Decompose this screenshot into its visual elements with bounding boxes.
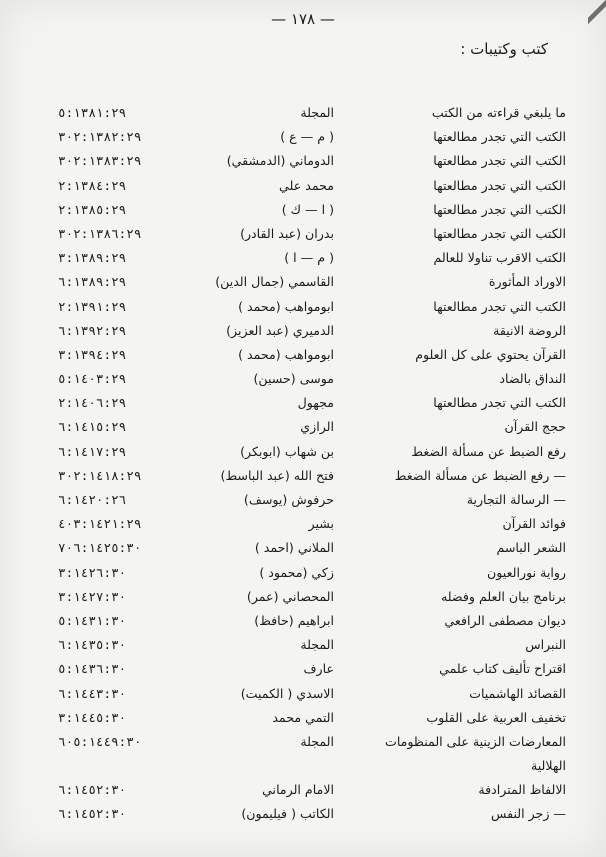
entry-reference: ٣:١٣٨٩:٢٩	[58, 250, 127, 266]
entry-row	[0, 513, 606, 537]
entry-author: الدميري (عبد العزيز)	[226, 322, 334, 338]
page-number: — ١٧٨ —	[271, 10, 335, 28]
entry-title: تخفيف العربية على القلوب	[426, 709, 566, 725]
entry-row	[0, 126, 606, 150]
entry-title: الهلالية	[530, 758, 566, 774]
entry-reference: ٥:١٣٨١:٢٩	[58, 105, 127, 120]
entry-reference: ٢:١٣٩١:٢٩	[58, 298, 127, 314]
section-heading: كتب وكتيبات :	[460, 40, 548, 58]
entry-row	[0, 392, 606, 416]
entry-reference: ٦:١٣٩٢:٢٩	[58, 322, 127, 338]
entry-author: محمد علي	[279, 177, 334, 193]
entry-title: رواية نورالعيون	[487, 564, 566, 580]
entry-title: النبراس	[525, 637, 566, 653]
entry-reference: ٣٠٢:١٣٨٦:٢٩	[58, 225, 142, 241]
entry-reference: ٣:١٤٤٥:٣٠	[58, 709, 127, 725]
entry-row	[0, 537, 606, 561]
entry-reference: ٣:١٤٢٦:٣٠	[58, 564, 127, 580]
entry-reference: ٦:١٤٣٥:٣٠	[58, 637, 127, 653]
entry-reference: ٢:١٣٨٤:٢٩	[58, 177, 127, 193]
entry-title: الكتب التي تجدر مطالعتها	[433, 225, 566, 241]
entry-title: الكتب التي تجدر مطالعتها	[433, 298, 566, 314]
entry-reference: ٦:١٤١٥:٢٩	[58, 419, 127, 435]
entry-row	[0, 707, 606, 731]
entry-title: حجج القرآن	[504, 419, 566, 435]
entry-reference: ٦:١٤٤٣:٣٠	[58, 685, 127, 701]
entry-author: المجلة	[300, 733, 334, 749]
entry-reference: ٣:١٤٢٧:٣٠	[58, 588, 127, 604]
entry-title: المعارضات الزينية على المنظومات	[384, 733, 566, 749]
entry-title: القرآن يحتوي على كل العلوم	[415, 346, 566, 362]
entry-author: التمي محمد	[272, 709, 334, 725]
entry-author: ( م — ع )	[280, 129, 334, 145]
entry-row	[0, 731, 606, 755]
entry-author: الاسدي ( الكميت)	[240, 685, 334, 701]
entry-title: رفع الضبط عن مسألة الضغط	[411, 443, 566, 459]
entry-row	[0, 199, 606, 223]
entry-author: بدران (عبد القادر)	[240, 225, 334, 241]
entry-row	[0, 634, 606, 658]
entry-reference: ٣٠٢:١٣٨٢:٢٩	[58, 129, 142, 145]
entry-title: الكتب الاقرب تناولا للعالم	[433, 250, 566, 266]
entry-reference: ٦٠٥:١٤٤٩:٣٠	[58, 733, 142, 749]
entry-author: ( م — ا )	[284, 250, 334, 266]
entry-author: ( ا — ك )	[281, 201, 334, 217]
entry-reference: ٤٠٣:١٤٢١:٢٩	[58, 516, 142, 532]
entry-row	[0, 441, 606, 465]
entry-author: المجلة	[300, 637, 334, 653]
entry-author: ابومواهب (محمد )	[238, 298, 334, 314]
entry-row	[0, 416, 606, 440]
entry-author: موسى (حسين)	[253, 371, 334, 387]
entry-row	[0, 465, 606, 489]
entry-reference: ٧٠٦:١٤٢٥:٣٠	[58, 540, 142, 556]
entry-author: ابومواهب (محمد )	[238, 346, 334, 362]
entry-author: ابراهيم (حافظ)	[254, 612, 334, 628]
entry-title: فوائد القرآن	[502, 516, 566, 532]
entry-row	[0, 368, 606, 392]
entry-author: الدوماني (الدمشقي)	[226, 153, 334, 169]
entry-row	[0, 102, 606, 126]
entry-title: — رفع الضبط عن مسألة الضغط	[394, 467, 566, 483]
entry-reference: ٣٠٢:١٤١٨:٢٩	[58, 467, 142, 483]
entry-title: الاوراد المأثورة	[488, 274, 566, 290]
entry-reference: ٥:١٤٣٦:٣٠	[58, 661, 127, 677]
entry-row	[0, 586, 606, 610]
entry-reference: ٦:١٤٥٢:٣٠	[58, 806, 127, 822]
entry-row	[0, 658, 606, 682]
entry-row	[0, 344, 606, 368]
entry-title: — الرسالة التجارية	[466, 492, 566, 507]
entry-author: الامام الرماني	[262, 782, 334, 798]
entry-reference: ٢:١٤٠٦:٢٩	[58, 395, 127, 411]
entry-title: الالفاظ المترادفة	[478, 782, 566, 798]
entry-title: النداق بالضاد	[499, 371, 566, 387]
entry-title: الكتب التي تجدر مطالعتها	[433, 129, 566, 145]
entry-title: الكتب التي تجدر مطالعتها	[433, 177, 566, 193]
entry-author: الملاني (احمد )	[254, 540, 334, 556]
entry-author: فتح الله (عبد الباسط)	[220, 467, 334, 483]
entry-author: بشير	[308, 516, 334, 532]
entry-row	[0, 247, 606, 271]
entry-author: بن شهاب (ابوبكر)	[240, 443, 334, 459]
entry-row	[0, 803, 606, 827]
entry-title: ديوان مصطفى الرافعي	[444, 612, 566, 628]
entries-list	[0, 102, 606, 828]
entry-row	[0, 610, 606, 634]
entry-reference: ٢:١٣٨٥:٢٩	[58, 201, 127, 217]
entry-author: زكي (محمود )	[259, 564, 334, 580]
entry-row	[0, 223, 606, 247]
entry-reference: ٥:١٤٣١:٣٠	[58, 612, 127, 628]
entry-reference: ٦:١٤٢٠:٢٦	[58, 492, 127, 507]
entry-title: الروضة الانيقة	[493, 322, 566, 338]
entry-row	[0, 683, 606, 707]
entry-title: برنامج بيان العلم وفضله	[441, 588, 566, 604]
entry-reference: ٦:١٣٨٩:٢٩	[58, 274, 127, 290]
entry-author: المحصاني (عمر)	[246, 588, 334, 604]
entry-title: اقتراح تأليف كتاب علمي	[439, 661, 566, 677]
entry-row	[0, 320, 606, 344]
entry-title: — زجر النفس	[491, 806, 566, 822]
entry-reference: ٦:١٤٥٢:٣٠	[58, 782, 127, 798]
entry-reference: ٦:١٤١٧:٢٩	[58, 443, 127, 459]
entry-author: القاسمي (جمال الدين)	[215, 274, 334, 290]
entry-row	[0, 755, 606, 779]
entry-row	[0, 175, 606, 199]
entry-title: الكتب التي تجدر مطالعتها	[433, 153, 566, 169]
entry-author: مجهول	[297, 395, 334, 411]
entry-author: عارف	[303, 661, 334, 677]
entry-title: الشعر الباسم	[496, 540, 566, 556]
entry-reference: ٥:١٤٠٣:٢٩	[58, 371, 127, 387]
entry-row	[0, 562, 606, 586]
entry-row	[0, 489, 606, 513]
entry-title: الكتب التي تجدر مطالعتها	[433, 395, 566, 411]
entry-row	[0, 296, 606, 320]
entry-author: الكاتب ( فيليمون)	[241, 806, 334, 822]
entry-reference: ٣٠٢:١٣٨٣:٢٩	[58, 153, 142, 169]
entry-reference: ٣:١٣٩٤:٢٩	[58, 346, 127, 362]
entry-row	[0, 150, 606, 174]
entry-row	[0, 271, 606, 295]
entry-title: الكتب التي تجدر مطالعتها	[433, 201, 566, 217]
entry-title: ما يلبغي قراءته من الكتب	[431, 105, 566, 120]
entry-title: القصائد الهاشميات	[469, 685, 566, 701]
entry-author: حرفوش (يوسف)	[243, 492, 334, 507]
entry-author: الرازي	[300, 419, 334, 435]
entry-row	[0, 779, 606, 803]
entry-author: المجلة	[300, 105, 334, 120]
